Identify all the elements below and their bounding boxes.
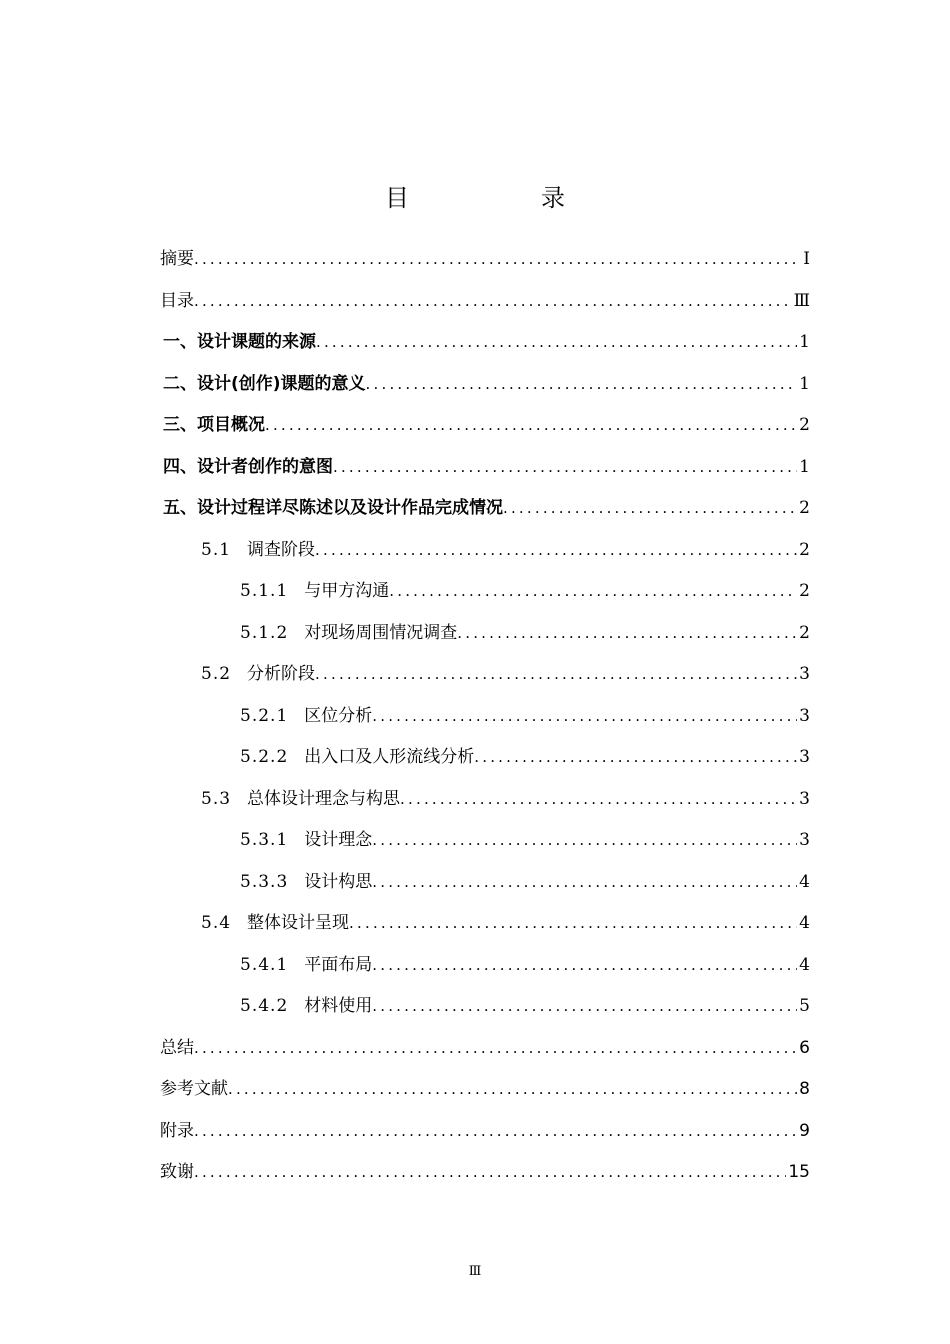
toc-entry[interactable] <box>163 455 810 479</box>
toc-entry-text: 附录 <box>160 1121 194 1141</box>
toc-entry-text: 摘要 <box>160 249 194 269</box>
toc-entry[interactable] <box>240 828 810 852</box>
toc-leader-dots <box>194 289 792 313</box>
toc-entry-text: 平面布局 <box>304 955 373 975</box>
toc-entry-page: 6 <box>799 1038 810 1058</box>
toc-entry-number: 5.3 <box>201 789 232 809</box>
toc-leader-dots <box>349 911 797 935</box>
toc-entry-number: 5.1.2 <box>240 623 289 643</box>
toc-entry-text: 整体设计呈现 <box>247 913 350 933</box>
toc-entry[interactable] <box>240 870 810 894</box>
toc-entry-number: 5.3.1 <box>240 830 289 850</box>
toc-entry-page: 1 <box>799 332 810 352</box>
toc-entry[interactable] <box>201 662 810 686</box>
toc-entry-page: 4 <box>799 955 810 975</box>
toc-entry-page: 4 <box>799 913 810 933</box>
toc-entry[interactable] <box>163 496 810 520</box>
toc-entry[interactable] <box>240 745 810 769</box>
toc-entry-number: 5.3.3 <box>240 872 289 892</box>
toc-entry-text: 设计理念 <box>304 830 373 850</box>
toc-entry[interactable] <box>160 1077 810 1101</box>
toc-leader-dots <box>228 1077 797 1101</box>
toc-entry[interactable] <box>201 787 810 811</box>
toc-entry-text: 二、设计(创作)课题的意义 <box>163 374 366 394</box>
toc-entry-number: 5.2.1 <box>240 706 289 726</box>
toc-entry[interactable] <box>240 704 810 728</box>
toc-entry-text: 目录 <box>160 291 194 311</box>
toc-entry-text: 材料使用 <box>304 996 373 1016</box>
toc-entry-page: 1 <box>799 457 810 477</box>
toc-entry-page: 4 <box>799 872 810 892</box>
toc-entry-page: 2 <box>799 540 810 560</box>
toc-entry-text: 致谢 <box>160 1162 194 1182</box>
toc-entry[interactable] <box>240 579 810 603</box>
toc-leader-dots <box>316 330 797 354</box>
toc-leader-dots <box>366 372 798 396</box>
toc-entry[interactable] <box>160 289 810 313</box>
toc-leader-dots <box>457 621 797 645</box>
toc-entry-page: 9 <box>799 1121 810 1141</box>
toc-entry-text: 出入口及人形流线分析 <box>304 747 475 767</box>
toc-entry-page: 3 <box>799 830 810 850</box>
toc-entry[interactable] <box>160 1119 810 1143</box>
toc-entry-page: 1 <box>799 374 810 394</box>
toc-entry-page: 2 <box>799 623 810 643</box>
toc-entry-text: 调查阶段 <box>247 540 316 560</box>
toc-entry[interactable] <box>163 372 810 396</box>
toc-leader-dots <box>194 1119 797 1143</box>
toc-entry[interactable] <box>240 953 810 977</box>
toc-entry-text: 分析阶段 <box>247 664 316 684</box>
toc-entry-page: 5 <box>799 996 810 1016</box>
toc-leader-dots <box>265 413 797 437</box>
toc-leader-dots <box>372 828 797 852</box>
toc-leader-dots <box>315 538 797 562</box>
toc-leader-dots <box>194 1036 797 1060</box>
toc-leader-dots <box>389 579 797 603</box>
toc-leader-dots <box>372 994 797 1018</box>
toc-leader-dots <box>400 787 797 811</box>
toc-entry-page: 2 <box>799 498 810 518</box>
toc-entry-text: 区位分析 <box>304 706 373 726</box>
toc-entry-page: Ⅰ <box>803 249 810 269</box>
toc-leader-dots <box>503 496 797 520</box>
toc-entry-number: 5.4.2 <box>240 996 289 1016</box>
toc-entry-page: 2 <box>799 415 810 435</box>
toc-entry-number: 5.2 <box>201 664 232 684</box>
page-title: 目 录 <box>385 184 619 212</box>
toc-entry-page: Ⅲ <box>793 291 810 311</box>
toc-entry-text: 设计构思 <box>304 872 373 892</box>
toc-entry[interactable] <box>160 1036 810 1060</box>
toc-entry-number: 5.1 <box>201 540 232 560</box>
toc-entry[interactable] <box>160 1160 810 1184</box>
toc-entry-page: 8 <box>799 1079 810 1099</box>
toc-entry-page: 3 <box>799 747 810 767</box>
toc-entry[interactable] <box>201 911 810 935</box>
toc-leader-dots <box>372 704 797 728</box>
toc-leader-dots <box>372 953 797 977</box>
toc-entry-number: 5.2.2 <box>240 747 289 767</box>
toc-leader-dots <box>194 1160 786 1184</box>
toc-entry-text: 总体设计理念与构思 <box>247 789 401 809</box>
toc-entry-text: 参考文献 <box>160 1079 228 1099</box>
toc-entry-text: 一、设计课题的来源 <box>163 332 316 352</box>
toc-entry-page: 15 <box>788 1162 810 1182</box>
toc-entry-text: 四、设计者创作的意图 <box>163 457 333 477</box>
toc-entry-text: 与甲方沟通 <box>304 581 390 601</box>
toc-entry-number: 5.1.1 <box>240 581 289 601</box>
toc-entry-page: 3 <box>799 664 810 684</box>
toc-leader-dots <box>333 455 797 479</box>
toc-entry-text: 对现场周围情况调查 <box>304 623 458 643</box>
toc-leader-dots <box>372 870 797 894</box>
toc-entry-number: 5.4 <box>201 913 232 933</box>
toc-entry[interactable] <box>160 247 810 271</box>
toc-entry-page: 3 <box>799 789 810 809</box>
toc-entry-text: 五、设计过程详尽陈述以及设计作品完成情况 <box>163 498 503 518</box>
toc-leader-dots <box>194 247 801 271</box>
toc-entry[interactable] <box>163 330 810 354</box>
toc-entry[interactable] <box>240 994 810 1018</box>
toc-entry-page: 2 <box>799 581 810 601</box>
toc-entry-number: 5.4.1 <box>240 955 289 975</box>
toc-entry-text: 总结 <box>160 1038 194 1058</box>
toc-entry-page: 3 <box>799 706 810 726</box>
toc-entry[interactable] <box>240 621 810 645</box>
toc-entry[interactable] <box>201 538 810 562</box>
toc-leader-dots <box>474 745 797 769</box>
toc-entry-text: 三、项目概况 <box>163 415 265 435</box>
toc-entry[interactable] <box>163 413 810 437</box>
footer-page-number: Ⅲ <box>468 1264 482 1279</box>
toc-leader-dots <box>315 662 797 686</box>
